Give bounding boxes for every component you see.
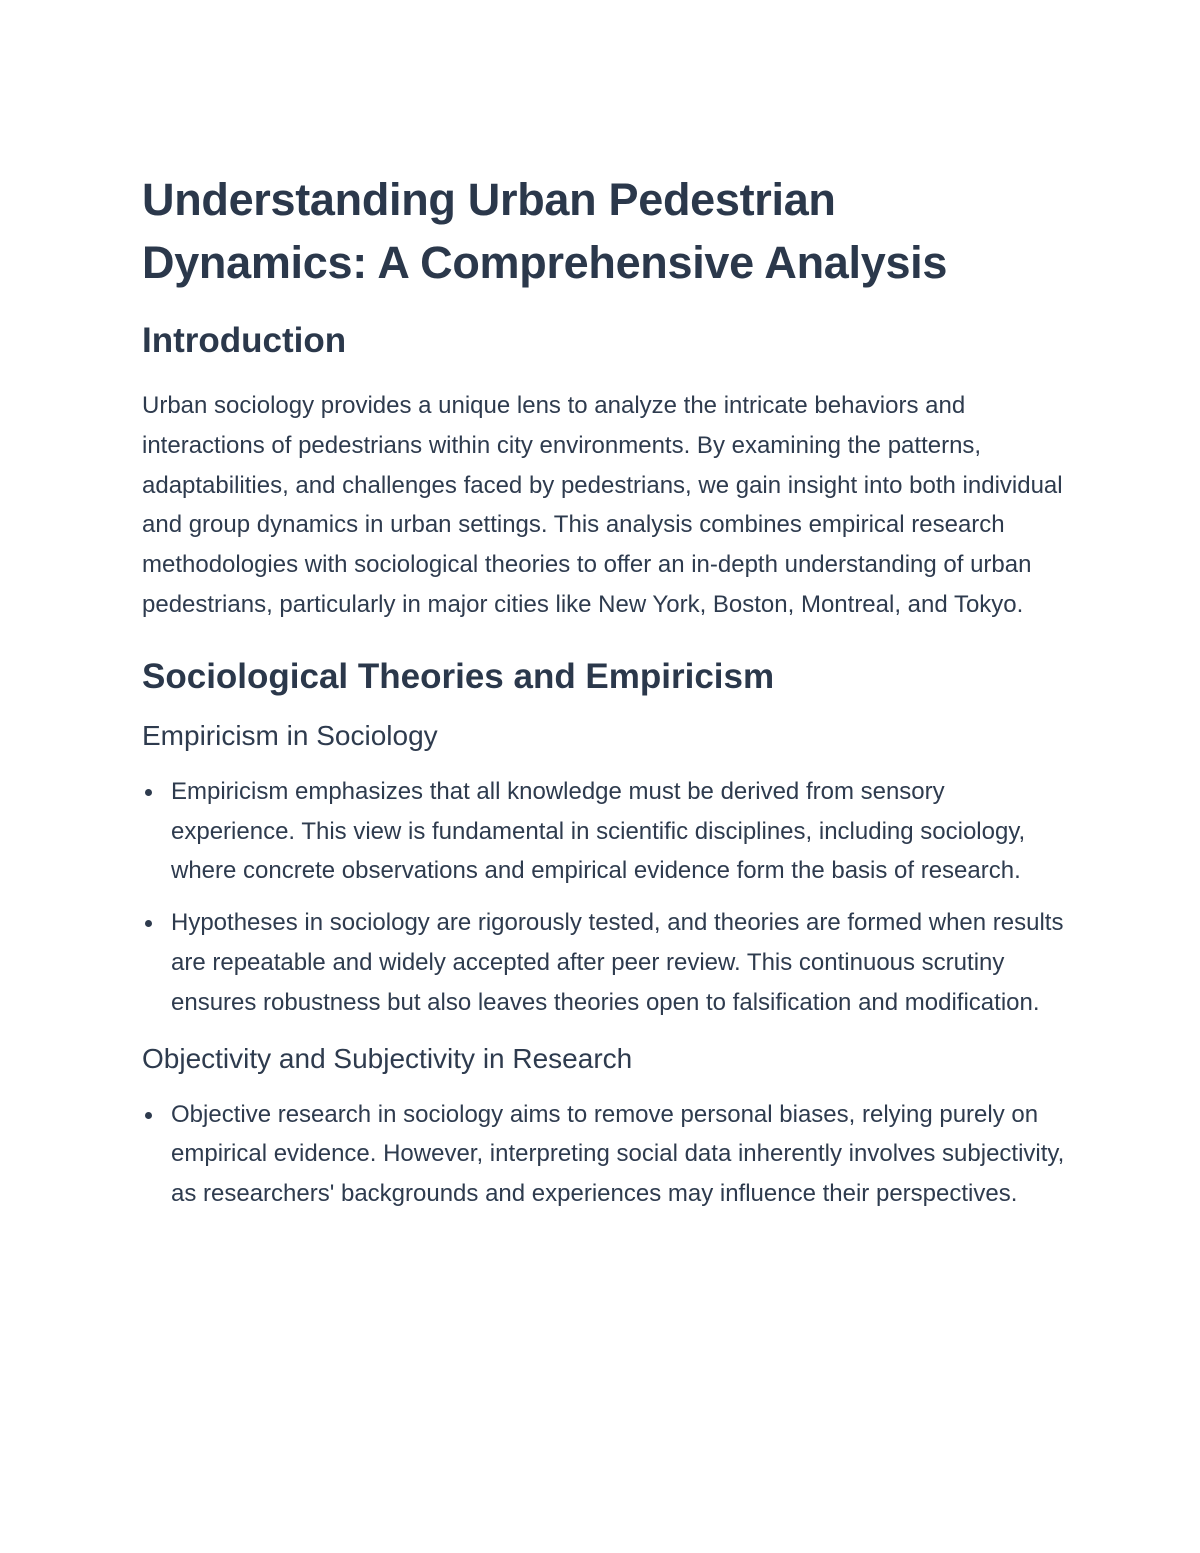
list-item [142, 1095, 1072, 1214]
introduction-heading: Introduction [142, 321, 347, 360]
bullet-dot-icon [145, 920, 152, 927]
list-item-text: Empiricism emphasizes that all knowledge must be derived from sensory experience. This view is fundamental in scientific disciplines, including sociology, where concrete observations and empirical evidence form the basis of research. [171, 777, 1026, 885]
document-title: Understanding Urban Pedestrian Dynamics: A Comprehensive Analysis [142, 174, 948, 288]
document-page [142, 168, 1072, 1214]
objectivity-bullet-list [142, 1095, 1072, 1214]
list-item [142, 772, 1072, 891]
list-item-text: Objective research in sociology aims to remove personal biases, relying purely on empirical evidence. However, interpreting social data inherently involves subjectivity, as researchers' backgrounds and experiences may influence their perspectives. [171, 1100, 1065, 1208]
introduction-paragraph: Urban sociology provides a unique lens to analyze the intricate behaviors and interactions of pedestrians within city environments. By examining the patterns, adaptabilities, and challenges faced by pedestrians, we gain insight into both individual and group dynamics in urban settings. This analysis combines empirical research methodologies with sociological theories to offer an in-depth understanding of urban pedestrians, particularly in major cities like New York, Boston, Montreal, and Tokyo. [142, 392, 1063, 618]
section-heading: Sociological Theories and Empiricism [142, 656, 775, 696]
subsection-heading-empiricism: Empiricism in Sociology [142, 719, 438, 751]
bullet-dot-icon [145, 1112, 152, 1119]
subsection-heading-objectivity: Objectivity and Subjectivity in Research [142, 1042, 633, 1074]
empiricism-bullet-list [142, 772, 1072, 1023]
list-item-text: Hypotheses in sociology are rigorously tested, and theories are formed when results are repeatable and widely accepted after peer review. This continuous scrutiny ensures robustness but also leaves theories open to falsification and modification. [171, 909, 1064, 1016]
bullet-dot-icon [145, 789, 152, 796]
list-item [142, 903, 1072, 1022]
